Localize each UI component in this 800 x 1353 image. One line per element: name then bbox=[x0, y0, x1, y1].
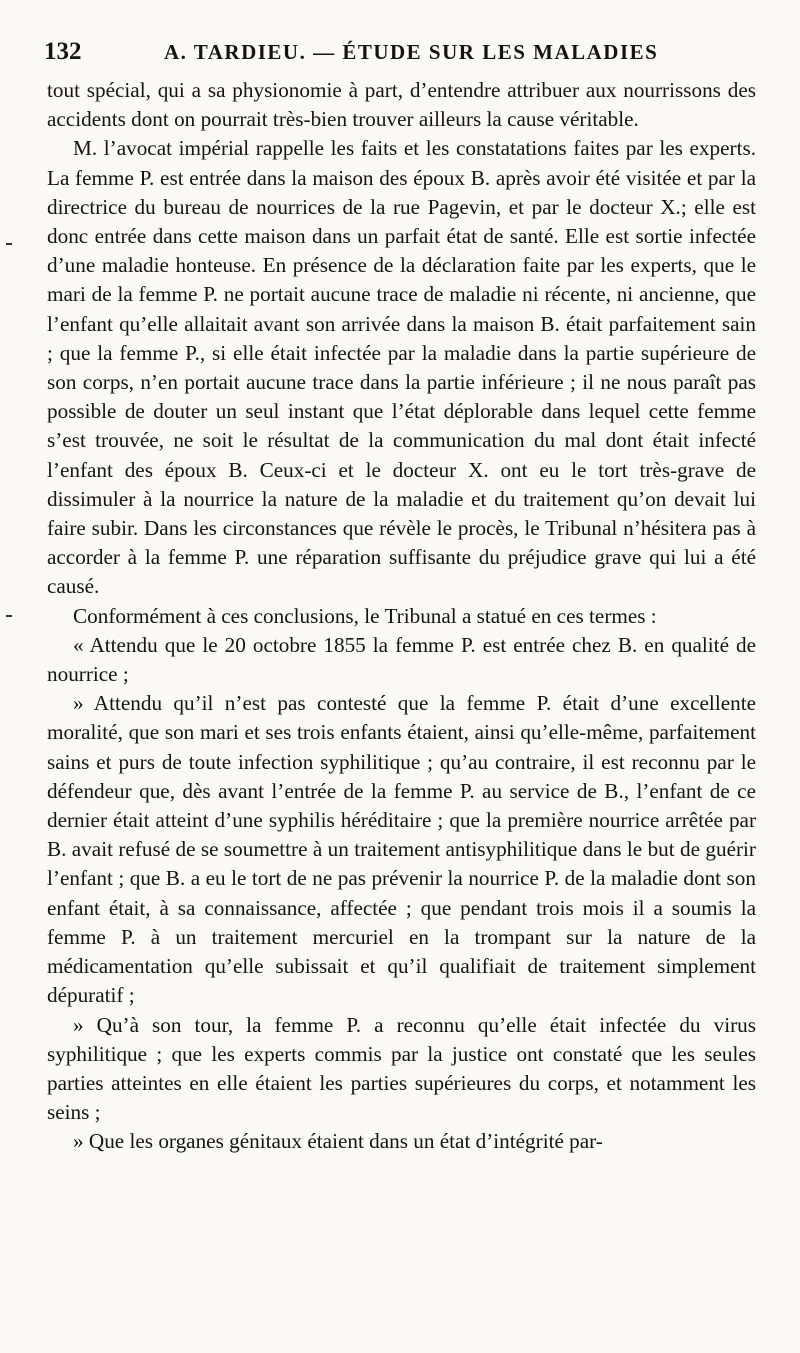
running-title: A. TARDIEU. — ÉTUDE SUR LES MALADIES bbox=[164, 40, 659, 64]
paragraph-prosecutor-summary: M. l’avocat impérial rappelle les faits et les constatations faites par les experts. La femme P. est entrée dans la maison des époux B. après avoir été visitée et par la directrice du bureau de nourrices de la rue Pagevin, et par le docteur X.; elle est donc entrée dans cette maison dans un parfait état de santé. Elle est sortie infectée d’une maladie honteuse. En présence de la déclaration faite par les experts, que le mari de la femme P. ne portait aucune trace de maladie ni récente, ni ancienne, que l’enfant qu’elle allaitait avant son arrivée dans la maison B. était parfaitement sain ; que la femme P., si elle était infectée par la maladie dans la partie supérieure de son corps, n’en portait aucune trace dans la partie inférieure ; il ne nous paraît pas possible de douter un seul instant que l’état déplorable dans lequel cette femme s’est trouvée, ne soit le résultat de la communication du mal dont était infecté l’enfant des époux B. Ceux-ci et le docteur X. ont eu le tort très-grave de dissimuler à la nourrice la nature de la maladie et du traitement qu’on devait lui faire subir. Dans les circonstances que révèle le procès, le Tribunal n’hésitera pas à accorder à la femme P. une réparation suffisante du préjudice grave qui lui a été causé. bbox=[47, 136, 756, 599]
paragraph-attendu-2: » Attendu qu’il n’est pas contesté que la femme P. était d’une excellente moralité, que son mari et ses trois enfants étaient, ainsi qu’elle-même, parfaitement sains et purs de toute infection syphilitique ; qu’au contraire, il est reconnu par le défendeur que, dès avant l’entrée de la femme P. au service de B., l’enfant de ce dernier était atteint d’une syphilis héréditaire ; que la première nourrice arrêtée par B. avait refusé de se soumettre à un traitement antisyphilitique dans le but de guérir l’enfant ; que B. a eu le tort de ne pas prévenir la nourrice P. de la maladie dont son enfant était, à sa connaissance, affectée ; que pendant trois mois il a soumis la femme P. à un traitement mercuriel en la trompant sur la nature de la médicamentation qu’elle subissait et qu’il qualifiait de traitement simplement dépuratif ; bbox=[47, 691, 756, 1008]
page-header bbox=[44, 38, 756, 74]
margin-mark bbox=[6, 243, 12, 245]
paragraph-attendu-3: » Qu’à son tour, la femme P. a reconnu qu’elle était infectée du virus syphilitique ; que les experts commis par la justice ont constaté que les seules parties atteintes en elle étaient les parties supérieures du corps, et notamment les seins ; bbox=[47, 1012, 756, 1125]
paragraph-continuation: tout spécial, qui a sa physionomie à part, d’entendre attribuer aux nourrissons des accidents dont on pourrait très-bien trouver ailleurs la cause véritable. bbox=[47, 78, 756, 132]
margin-mark bbox=[6, 615, 12, 617]
paragraph-attendu-4: » Que les organes génitaux étaient dans un état d’intégrité par- bbox=[73, 1129, 603, 1154]
body-text bbox=[47, 76, 756, 1157]
paragraph-tribunal-statement: Conformément à ces conclusions, le Tribunal a statué en ces termes : bbox=[73, 603, 657, 628]
page-number: 132 bbox=[44, 38, 82, 65]
paragraph-attendu-1: « Attendu que le 20 octobre 1855 la femme P. est entrée chez B. en qualité de nourrice ; bbox=[47, 632, 756, 687]
